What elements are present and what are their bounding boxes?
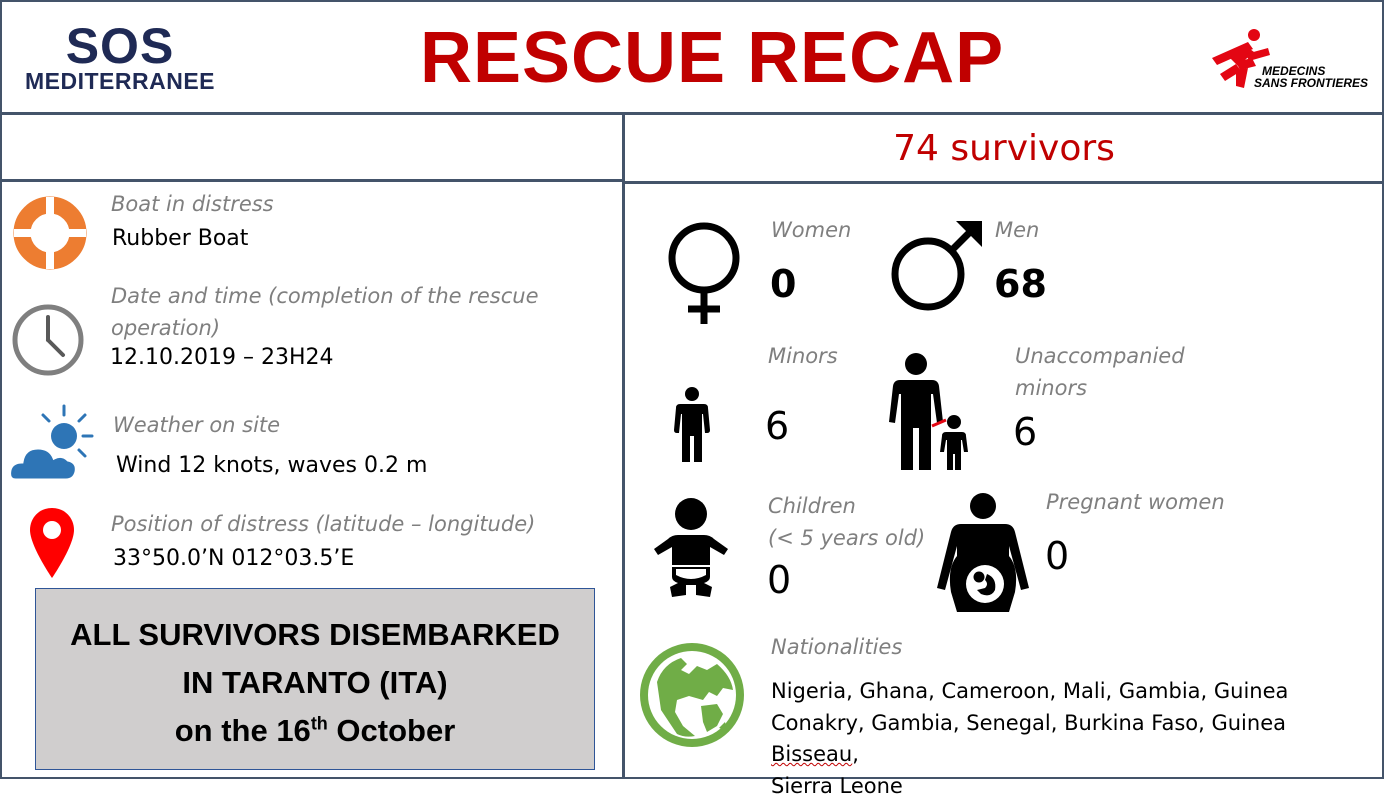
child-figure-icon <box>672 386 712 464</box>
nationalities-line3: Sierra Leone <box>771 771 1376 802</box>
datetime-value: 12.10.2019 – 23H24 <box>110 345 333 370</box>
women-label: Women <box>771 214 851 246</box>
unaccompanied-label-line1: Unaccompanied <box>1015 340 1185 372</box>
nationalities-label: Nationalities <box>771 631 902 663</box>
panel-divider <box>622 112 625 779</box>
page-title: RESCUE RECAP <box>420 16 970 100</box>
nationalities-line2-flagged: Bisseau <box>771 742 852 766</box>
unaccompanied-label-line2: minors <box>1015 372 1087 404</box>
disembark-line3 <box>36 707 594 755</box>
unaccompanied-value: 6 <box>1013 410 1037 454</box>
adult-with-child-icon <box>888 352 974 474</box>
location-pin-icon <box>28 506 76 580</box>
boat-label: Boat in distress <box>111 188 274 220</box>
lifebuoy-icon <box>12 195 88 271</box>
weather-icon <box>8 404 94 482</box>
nationalities-line1: Nigeria, Ghana, Cameroon, Mali, Gambia, Guinea <box>771 676 1376 708</box>
children-label-line1: Children <box>768 490 856 522</box>
baby-icon <box>652 497 730 601</box>
clock-icon <box>11 303 85 377</box>
msf-logo-line2: SANS FRONTIERES <box>1254 77 1368 89</box>
nationalities-line2 <box>771 708 1376 771</box>
msf-logo-line1: MEDECINS <box>1254 65 1368 77</box>
position-value: 33°50.0’N 012°03.5’E <box>113 546 354 571</box>
survivors-count: 74 survivors <box>626 124 1382 174</box>
pregnant-value: 0 <box>1045 534 1069 578</box>
sos-mediterranee-logo <box>12 24 228 94</box>
children-value: 0 <box>767 558 791 602</box>
nationalities-line2-pre: Conakry, Gambia, Senegal, Burkina Faso, Guinea <box>771 711 1286 735</box>
weather-label: Weather on site <box>113 409 280 441</box>
men-label: Men <box>995 214 1039 246</box>
sos-logo-line1: SOS <box>12 24 228 68</box>
men-value: 68 <box>994 262 1047 306</box>
disembark-line2: IN TARANTO (ITA) <box>36 659 594 707</box>
position-label: Position of distress (latitude – longitude) <box>111 508 535 540</box>
pregnant-woman-icon <box>935 492 1031 616</box>
datetime-label-line1: Date and time (completion of the rescue <box>111 280 539 312</box>
right-subheader-divider <box>624 181 1384 184</box>
minors-label: Minors <box>768 340 838 372</box>
datetime-label-line2: operation) <box>111 312 220 344</box>
boat-value: Rubber Boat <box>112 226 248 251</box>
weather-value: Wind 12 knots, waves 0.2 m <box>116 453 427 478</box>
male-symbol-icon <box>886 218 986 318</box>
left-subheader-divider <box>0 179 624 182</box>
sos-logo-line2: MEDITERRANEE <box>12 68 228 94</box>
women-value: 0 <box>770 262 796 306</box>
nationalities-line2-post: , <box>852 742 859 766</box>
disembark-line1: ALL SURVIVORS DISEMBARKED <box>36 611 594 659</box>
female-symbol-icon <box>664 218 744 328</box>
globe-icon <box>637 640 747 750</box>
nationalities-list <box>771 676 1376 802</box>
disembark-notice <box>35 588 595 770</box>
pregnant-label: Pregnant women <box>1046 486 1225 518</box>
disembark-line3-pre: on the 16 <box>175 713 311 748</box>
header-divider <box>0 112 1384 115</box>
disembark-line3-sup: th <box>311 714 328 734</box>
children-label-line2: (< 5 years old) <box>768 522 925 554</box>
minors-value: 6 <box>765 404 789 448</box>
disembark-line3-post: October <box>328 713 455 748</box>
